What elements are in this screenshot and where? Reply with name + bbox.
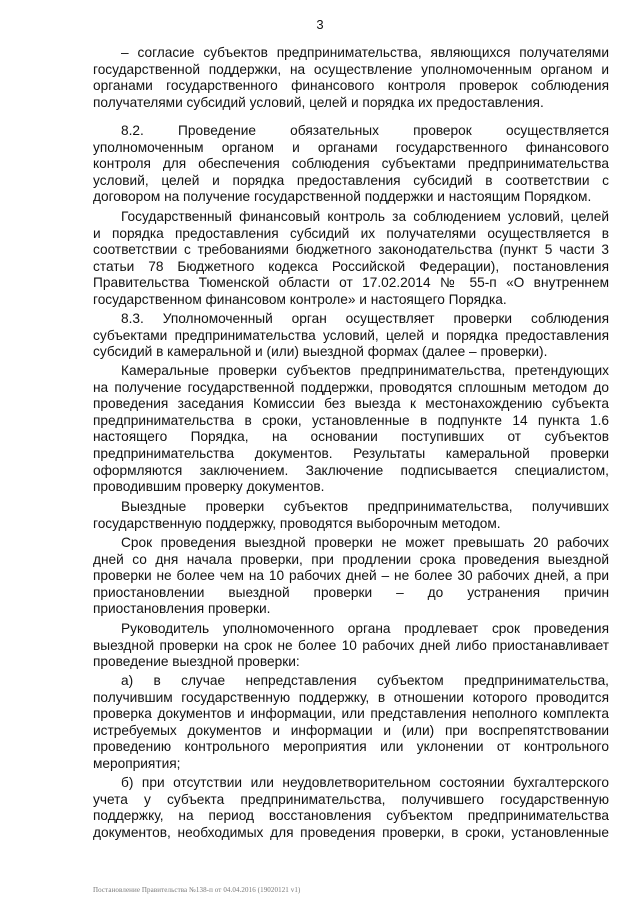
text-line: 8.3. Уполномоченный орган осуществляет проверки соблюдения	[121, 311, 609, 326]
text-line: проведения заседания Комиссии без выезда к местонахождению субъекта	[93, 396, 609, 412]
text-line: Правительства Тюменской области от 17.02.2014 № 55-п «О внутреннем	[93, 275, 609, 291]
paragraph	[93, 775, 609, 841]
text-line: проведению контрольного мероприятия или уклонении от контрольного	[93, 739, 609, 755]
text-line: документов, необходимых для проведения проверки, в сроки, установленные	[93, 824, 609, 840]
text-line: учета у субъекта предпринимательства, получившего государственную	[93, 791, 609, 807]
text-line: государственной поддержки, на осуществление уполномоченным органом и	[93, 61, 609, 77]
text-line: государственную поддержку, проводятся выборочным методом.	[93, 515, 501, 531]
text-line: уполномоченным органом и органами государственного финансового	[93, 139, 609, 155]
text-line: субсидий в камеральной и (или) выездной формах (далее – проверки).	[93, 344, 548, 360]
text-line: – согласие субъектов предпринимательства, являющихся получателями	[121, 45, 609, 60]
paragraph	[93, 621, 609, 671]
text-line: договором на получение государственной поддержки и настоящим Порядком.	[93, 189, 592, 205]
paragraph	[93, 45, 609, 111]
text-line: контроля для обеспечения соблюдения субъектами предпринимательства	[93, 156, 609, 172]
footer-stamp: Постановление Правительства №138-п от 04.04.2016 (19020121 v1)	[93, 886, 301, 894]
paragraph	[93, 499, 609, 532]
paragraph	[93, 363, 609, 496]
paragraph	[93, 209, 609, 309]
text-line: поддержку, на период восстановления субъектом предпринимательства	[93, 808, 609, 824]
paragraph	[93, 673, 609, 773]
text-line: 8.2. Проведение обязательных проверок осуществляется	[121, 123, 609, 138]
text-line: получателями субсидий условий, целей и порядка их предоставления.	[93, 94, 544, 110]
text-line: соответствии с требованиями бюджетного законодательства (пункт 5 части 3	[93, 242, 609, 258]
text-line: условий, целей и порядка предоставления субсидий в соответствии с	[93, 172, 609, 188]
text-line: приостановления проверки.	[93, 601, 271, 617]
text-line: проводившим проверку документов.	[93, 479, 325, 495]
text-line: Государственный финансовый контроль за соблюдением условий, целей	[121, 209, 609, 224]
text-line: государственном финансовом контроле» и настоящего Порядка.	[93, 291, 507, 307]
text-line: получившим государственную поддержку, в отношении которого проводится	[93, 689, 609, 705]
text-line: на получение государственной поддержки, проводятся сплошным методом до	[93, 379, 609, 395]
text-line: б) при отсутствии или неудовлетворительном состоянии бухгалтерского	[121, 775, 609, 790]
paragraph	[93, 535, 609, 618]
text-line: дней со дня начала проверки, при продлении срока проведения выездной	[93, 551, 609, 567]
page-number: 3	[316, 17, 324, 32]
text-line: Выездные проверки субъектов предпринимательства, получивших	[121, 499, 609, 514]
paragraph	[93, 123, 609, 206]
text-line: статьи 78 Бюджетного кодекса Российской Федерации), постановления	[93, 258, 609, 274]
text-line: приостановлении выездной проверки – до устранения причин	[93, 584, 609, 600]
text-line: проведение выездной проверки:	[93, 654, 300, 670]
text-line: предпринимательства документов. Результаты камеральной проверки	[93, 445, 609, 461]
text-line: проверка документов и информации, или представления неполного комплекта	[93, 706, 609, 722]
text-line: мероприятия;	[93, 755, 181, 771]
text-line: Руководитель уполномоченного органа продлевает срок проведения	[121, 621, 609, 636]
text-line: Срок проведения выездной проверки не может превышать 20 рабочих	[121, 535, 609, 550]
text-line: а) в случае непредставления субъектом предпринимательства,	[121, 673, 609, 688]
text-line: проверки не более чем на 10 рабочих дней – не более 30 рабочих дней, а при	[93, 568, 609, 584]
text-line: и порядка предоставления субсидий их получателями осуществляется в	[93, 225, 609, 241]
text-line: настоящего Порядка, на основании поступивших от субъектов	[93, 429, 609, 445]
text-line: выездной проверки на срок не более 10 рабочих дней либо приостанавливает	[93, 637, 609, 653]
paragraph	[93, 311, 609, 361]
text-line: предпринимательства в сроки, установленные в подпункте 14 пункта 1.6	[93, 412, 609, 428]
text-line: Камеральные проверки субъектов предпринимательства, претендующих	[121, 363, 609, 378]
text-line: органами государственного финансового контроля проверок соблюдения	[93, 78, 609, 94]
text-line: оформляются заключением. Заключение подписывается специалистом,	[93, 462, 609, 478]
text-line: субъектами предпринимательства условий, целей и порядка предоставления	[93, 327, 609, 343]
text-line: истребуемых документов и информации и (или) при воспрепятствовании	[93, 722, 609, 738]
